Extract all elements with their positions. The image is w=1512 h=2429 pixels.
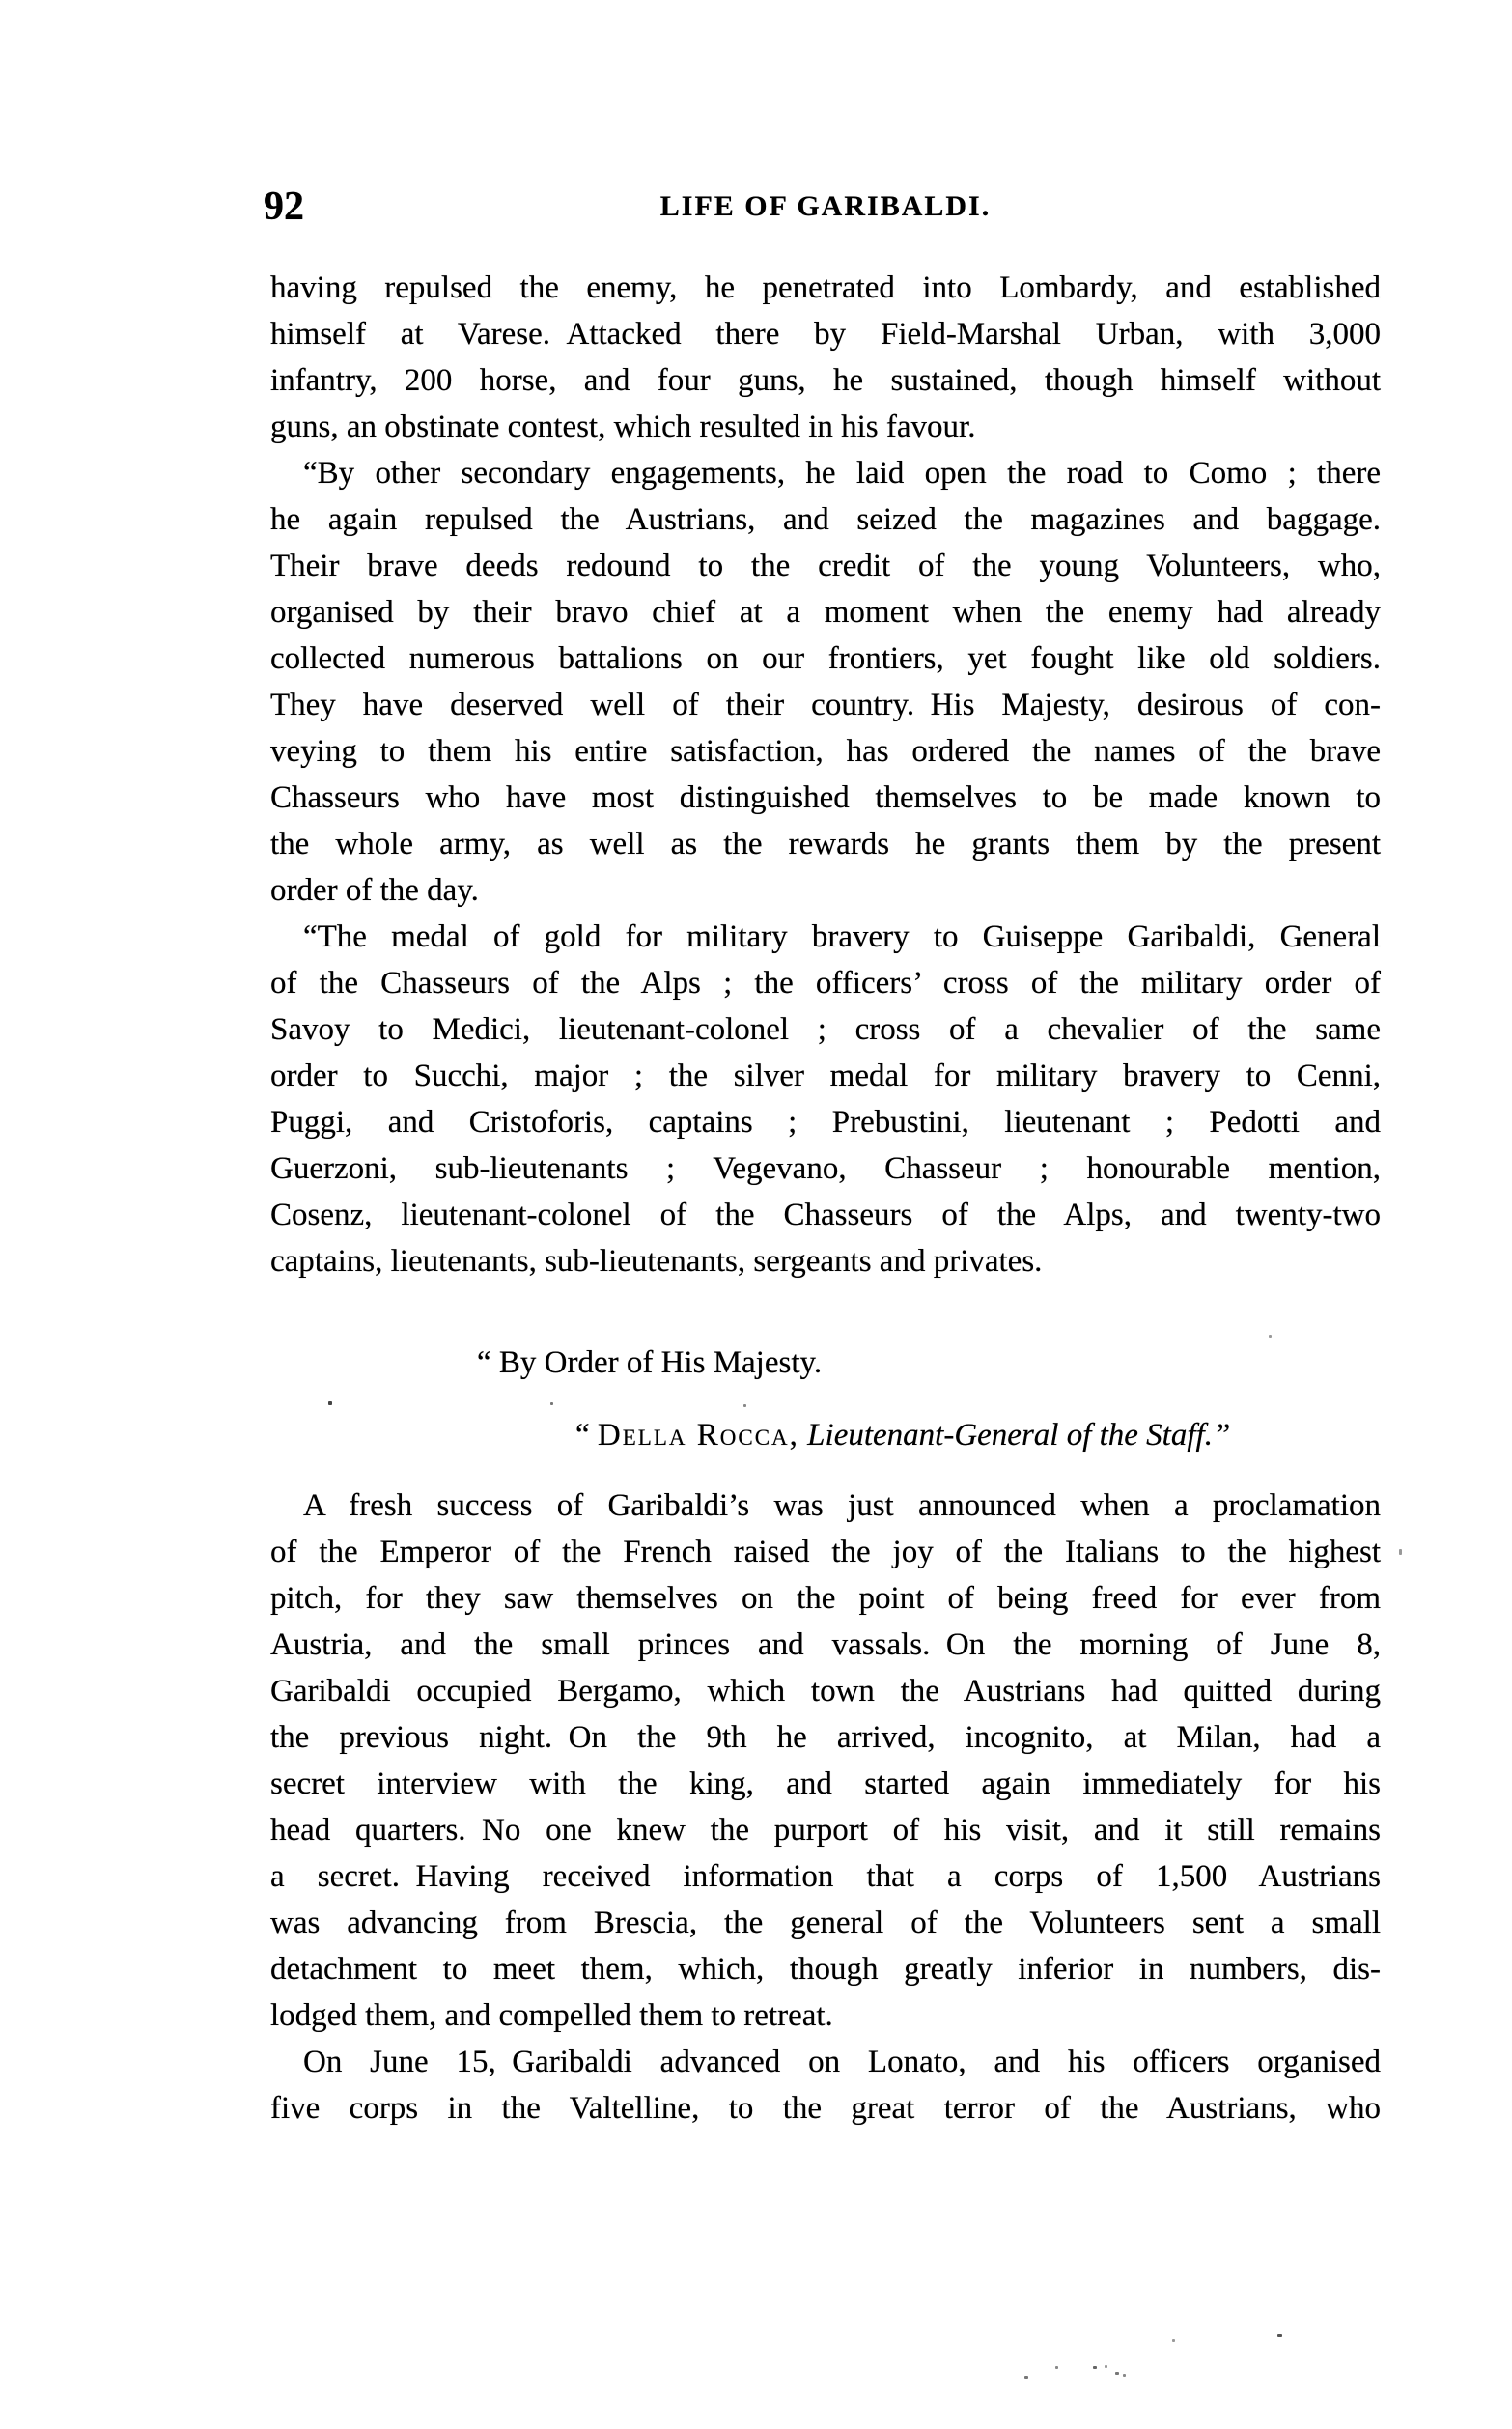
text-line: himself at Varese. Attacked there by Field-Marshal Urban, with 3,000 (270, 317, 1381, 352)
paragraphs-bottom (270, 1483, 1381, 2132)
scan-speck (1172, 2339, 1175, 2342)
text-line: head quarters. No one knew the purport of his visit, and it still remains (270, 1813, 1381, 1848)
scan-speck (1093, 2366, 1097, 2369)
scan-speck (1024, 2376, 1028, 2379)
text-line: secret interview with the king, and started again immediately for his (270, 1766, 1381, 1801)
text-line: They have deserved well of their country. His Majesty, desirous of con- (270, 688, 1381, 722)
text-line: Puggi, and Cristoforis, captains ; Prebustini, lieutenant ; Pedotti and (270, 1105, 1381, 1140)
text-line: Their brave deeds redound to the credit of the young Volunteers, who, (270, 549, 1381, 583)
scan-speck (328, 1401, 332, 1405)
text-line: order of the day. (270, 873, 479, 908)
scan-speck (1055, 2366, 1058, 2369)
text-line: the previous night. On the 9th he arrived, incognito, at Milan, had a (270, 1720, 1381, 1755)
text-line: On June 15, Garibaldi advanced on Lonato, and his officers organised (303, 2045, 1381, 2079)
scan-speck (1115, 2372, 1119, 2375)
text-line: Savoy to Medici, lieutenant-colonel ; cross of a chevalier of the same (270, 1012, 1381, 1047)
text-line: Chasseurs who have most distinguished themselves to be made known to (270, 780, 1381, 815)
by-order-line (270, 1340, 1381, 1386)
text-line: Austria, and the small princes and vassals. On the morning of June 8, (270, 1627, 1381, 1662)
running-header-title: LIFE OF GARIBALDI. (659, 190, 992, 222)
scan-speck (1269, 1335, 1272, 1338)
signature-line (270, 1412, 1381, 1458)
text-line: A fresh success of Garibaldi’s was just announced when a proclamation (303, 1488, 1381, 1523)
text-line: a secret. Having received information that a corps of 1,500 Austrians (270, 1859, 1381, 1894)
signature-open-quote: “ (575, 1418, 598, 1453)
text-line: detachment to meet them, which, though greatly inferior in numbers, dis- (270, 1952, 1381, 1987)
scan-speck (1277, 2334, 1282, 2337)
scan-speck (1105, 2365, 1107, 2368)
text-line: five corps in the Valtelline, to the great terror of the Austrians, who (270, 2091, 1381, 2126)
text-line: captains, lieutenants, sub-lieutenants, sergeants and privates. (270, 1244, 1043, 1279)
text-line: Guerzoni, sub-lieutenants ; Vegevano, Chasseur ; honourable mention, (270, 1151, 1381, 1186)
by-order-text: “ By Order of His Majesty. (477, 1345, 823, 1380)
text-line: having repulsed the enemy, he penetrated into Lombardy, and established (270, 270, 1381, 305)
running-header (264, 184, 1381, 229)
text-line: guns, an obstinate contest, which resulted in his favour. (270, 410, 976, 444)
text-line: was advancing from Brescia, the general of the Volunteers sent a small (270, 1906, 1381, 1940)
text-line: order to Succhi, major ; the silver medal for military bravery to Cenni, (270, 1059, 1381, 1093)
scan-speck (1123, 2374, 1126, 2377)
text-line: veying to them his entire satisfaction, has ordered the names of the brave (270, 734, 1381, 769)
text-line: “The medal of gold for military bravery to Guiseppe Garibaldi, General (303, 919, 1381, 954)
text-line: of the Chasseurs of the Alps ; the officers’ cross of the military order of (270, 966, 1381, 1001)
text-line: Garibaldi occupied Bergamo, which town the Austrians had quitted during (270, 1674, 1381, 1709)
text-line: organised by their bravo chief at a moment when the enemy had already (270, 595, 1381, 630)
text-line: collected numerous battalions on our frontiers, yet fought like old soldiers. (270, 641, 1381, 676)
text-line: the whole army, as well as the rewards he grants them by the present (270, 827, 1381, 861)
text-line: “By other secondary engagements, he laid open the road to Como ; there (303, 456, 1381, 491)
scan-speck (743, 1404, 746, 1407)
text-line: pitch, for they saw themselves on the point of being freed for ever from (270, 1581, 1381, 1616)
paragraphs-top (270, 265, 1381, 1285)
page-number: 92 (264, 184, 304, 229)
text-line: infantry, 200 horse, and four guns, he sustained, though himself without (270, 363, 1381, 398)
text-line: he again repulsed the Austrians, and seized the magazines and baggage. (270, 502, 1381, 537)
text-line: of the Emperor of the French raised the joy of the Italians to the highest (270, 1535, 1381, 1569)
text-line: lodged them, and compelled them to retreat. (270, 1998, 833, 2033)
signature-title: Lieutenant-General of the Staff.” (798, 1418, 1231, 1453)
signature-name: Della Rocca, (597, 1418, 799, 1453)
scan-speck (550, 1402, 553, 1405)
scan-speck (1399, 1549, 1402, 1555)
body-text (270, 265, 1381, 2132)
text-line: Cosenz, lieutenant-colonel of the Chasseurs of the Alps, and twenty-two (270, 1198, 1381, 1232)
